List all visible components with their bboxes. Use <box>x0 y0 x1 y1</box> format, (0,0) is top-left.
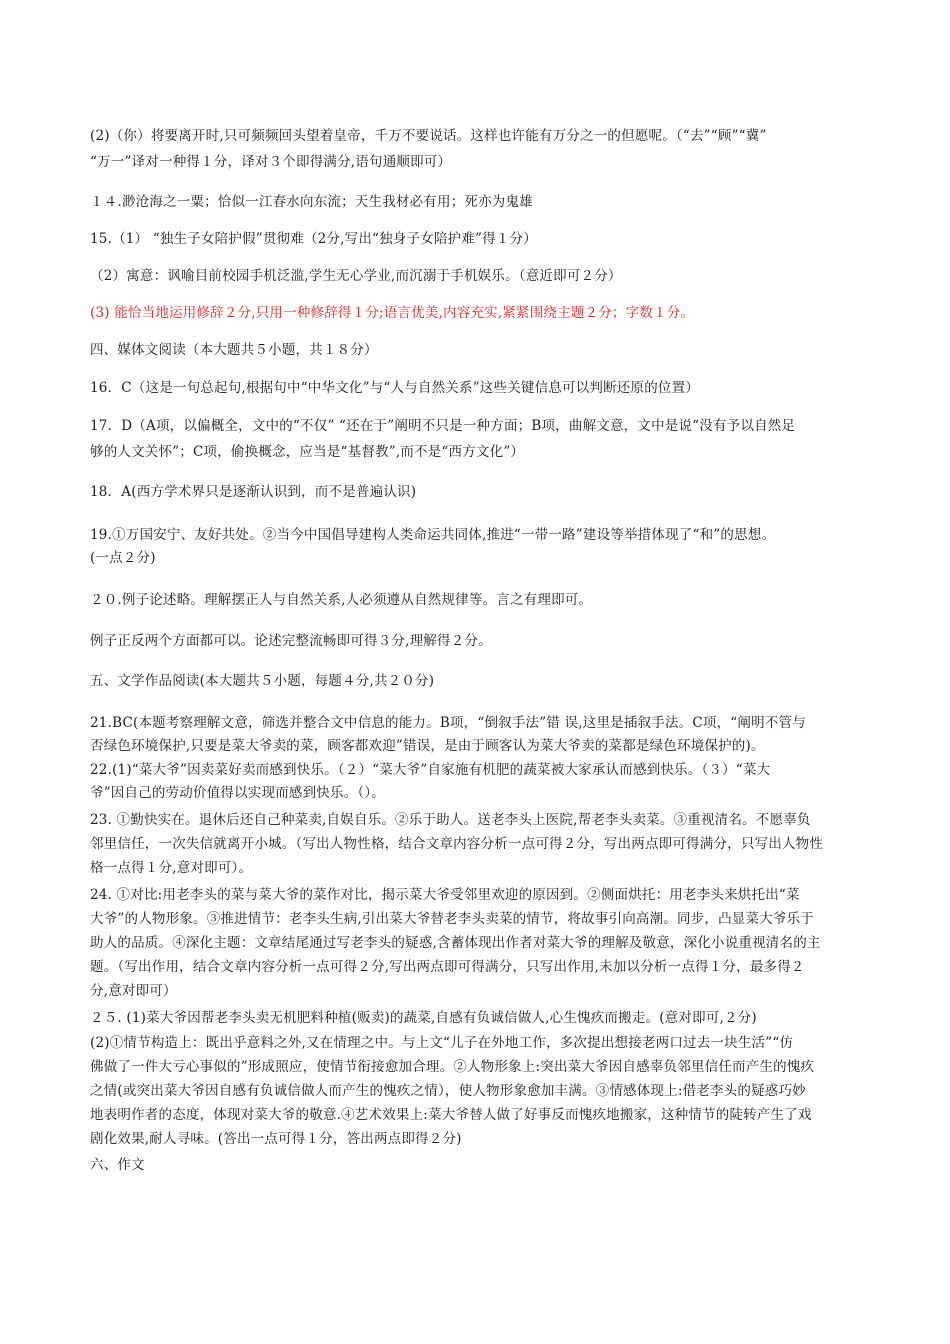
section-heading: 四、媒体文阅读（本大题共５小题，共１８分） <box>90 342 378 358</box>
text-line: 分,意对即可） <box>90 983 177 999</box>
text-line: (一点２分) <box>90 550 156 566</box>
text-line: 22.(1)“菜大爷”因卖菜好卖而感到快乐。（２）“菜大爷”自家施有机肥的蔬菜被大家承认而感到快乐。（３）“菜大 <box>90 762 771 778</box>
text-line: 助人的品质。④深化主题：文章结尾通过写老李头的疑惑,含蓄体现出作者对菜大爷的理解及敬意，深化小说重视清名的主 <box>90 935 821 951</box>
text-line: 24. ①对比:用老李头的菜与菜大爷的菜作对比，揭示菜大爷受邻里欢迎的原因到。②侧面烘托：用老李头来烘托出“菜 <box>90 887 800 903</box>
text-line: 剧化效果,耐人寻味。(答出一点可得１分，答出两点即得２分) <box>90 1131 462 1147</box>
text-line: 佛做了一件大亏心事似的”形成照应，使情节衔接愈加合理。②人物形象上:突出菜大爷因自感辜负邻里信任而产生的愧疚 <box>90 1059 815 1075</box>
text-line: 21.BC(本题考察理解文意，筛选并整合文中信息的能力。B项，“倒叙手法”错 误,这里是插叙手法。C项，“阐明不管与 <box>90 715 806 731</box>
text-line: 大爷”的人物形象。③推进情节：老李头生病,引出菜大爷替老李头卖菜的情节，将故事引向高潮。同步，凸显菜大爷乐于 <box>90 911 814 927</box>
text-line: 之情(或突出菜大爷因自感有负诚信做人而产生的愧疚之情），使人物形象愈加丰满。③情感体现上:借老李头的疑惑巧妙 <box>90 1083 806 1099</box>
text-line: （2）寓意：讽喻目前校园手机泛滥,学生无心学业,而沉溺于手机娱乐。（意近即可２分） <box>90 268 622 284</box>
text-line: (2)（你）将要离开时,只可频频回头望着皇帝，千万不要说话。这样也许能有万分之一的但愿呢。（“去”“顾”“冀” <box>90 128 767 144</box>
text-line: (2)①情节构造上：既出乎意料之外,又在情理之中。与上文“儿子在外地工作，多次提出想接老两口过去一块生活”“仿 <box>90 1035 794 1051</box>
text-line: 例子正反两个方面都可以。论述完整流畅即可得３分,理解得２分。 <box>90 633 492 649</box>
text-line: 17．D（A项，以偏概全，文中的“不仅” “还在于”阐明不只是一种方面；B项，曲解文意，文中是说“没有予以自然足 <box>90 418 796 434</box>
text-line: ２０.例子论述略。理解摆正人与自然关系,人必须遵从自然规律等。言之有理即可。 <box>90 592 593 608</box>
text-line: ２５. (1)菜大爷因帮老李头卖无机肥料种植(贩卖)的蔬菜,自感有负诚信做人,心生愧疚而搬走。(意对即可,２分) <box>90 1010 757 1026</box>
text-line: 题。（写出作用，结合文章内容分析一点可得２分,写出两点即可得满分，只写出作用,未加以分析一点得１分，最多得２ <box>90 959 805 975</box>
text-line: 爷”因自己的劳动价值得以实现而感到快乐。（）。 <box>90 785 386 801</box>
text-line: 够的人文关怀”；C项，偷换概念，应当是“基督教”,而不是“西方文化”） <box>90 444 525 460</box>
text-line: “万一”译对一种得１分，译对３个即得满分,语句通顺即可） <box>90 154 452 170</box>
text-line: １４.渺沧海之一粟；恰似一江春水向东流；天生我材必有用；死亦为鬼雄 <box>90 194 533 210</box>
section-heading: 六、作文 <box>90 1157 145 1173</box>
text-line: 18．A(西方学术界只是逐渐认识到，而不是普遍认识) <box>90 484 417 500</box>
text-line: 16．C（这是一句总起句,根据句中“中华文化”与“人与自然关系”这些关键信息可以判断还原的位置） <box>90 380 700 396</box>
text-line: 23. ①勤快实在。退休后还自己种菜卖,自娱自乐。②乐于助人。送老李头上医院,帮老李头卖菜。③重视清名。不愿辜负 <box>90 812 811 828</box>
text-line-highlighted: (3) 能恰当地运用修辞２分,只用一种修辞得１分;语言优美,内容充实,紧紧围绕主题２分；字数１分。 <box>90 305 695 321</box>
text-line: 19.①万国安宁、友好共处。②当今中国倡导建构人类命运共同体,推进“一带一路”建设等举措体现了“和”的思想。 <box>90 527 776 543</box>
text-line: 地表明作者的态度，体现对菜大爷的敬意.④艺术效果上:菜大爷替人做了好事反而愧疚地搬家，这种情节的陡转产生了戏 <box>90 1107 812 1123</box>
text-line: 否绿色环境保护,只要是菜大爷卖的菜，顾客都欢迎”错误，是由于顾客认为菜大爷卖的菜都是绿色环境保护的)。 <box>90 738 765 754</box>
text-line: 邻里信任，一次失信就离开小城。（写出人物性格，结合文章内容分析一点可得２分，写出两点即可得满分，只写出人物性 <box>90 836 824 852</box>
text-line: 格一点得１分,意对即可）。 <box>90 860 253 876</box>
section-heading: 五、文学作品阅读(本大题共５小题，每题４分,共２０分) <box>90 673 435 689</box>
text-line: 15.（1） “独生子女陪护假”贯彻难（2分,写出“独身子女陪护难”得１分） <box>90 231 537 247</box>
